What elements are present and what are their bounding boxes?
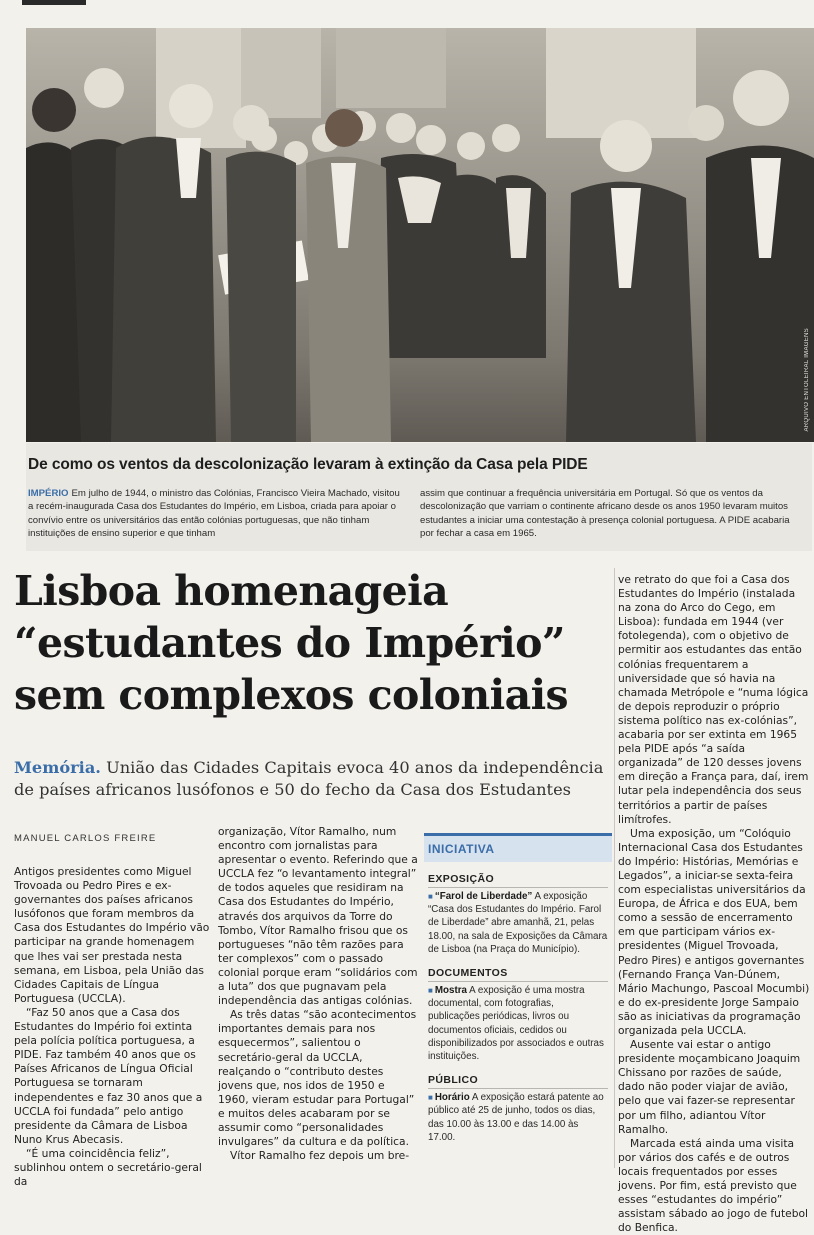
caption-title: De como os ventos da descolonização levaram à extinção da Casa pela PIDE [28, 456, 588, 473]
paragraph: Antigos presidentes como Miguel Trovoada ou Pedro Pires e ex-governantes dos países africanos lusófonos que foram membros da Casa dos Estudantes do Império vão participar na grande homenagem que lhes vai ser prestada nesta semana, em Lisboa, pela União das Cidades Capitais de Língua Portuguesa (UCCLA). [14, 865, 210, 1005]
paragraph: “Faz 50 anos que a Casa dos Estudantes do Império foi extinta pela polícia política portuguesa, a PIDE. Faz também 40 anos que os Países Africanos de Língua Oficial Portuguesa se tornaram independentes e faz 30 anos que a UCCLA foi fundada” pelo antigo presidente da Câmara de Lisboa Nuno Krus Abecasis. [14, 1005, 203, 1146]
caption-column-2: assim que continuar a frequência universitária em Portugal. Só que os ventos da descolonização que varriam o continente africano desde os anos 1950 levaram muitos estudantes a iniciar uma contestação à presença colonial portuguesa. A PIDE acabaria por fechar a casa em 1965. [420, 488, 790, 540]
iniciativa-sidebar [424, 833, 612, 1165]
headline [14, 565, 614, 721]
historical-photo [26, 28, 814, 442]
standfirst [14, 757, 614, 801]
section-text: A exposição estará patente ao público até 25 de junho, todos os dias, das 10.00 às 13.00 e das 14.00 às 17.00. [428, 1092, 604, 1143]
iniciativa-section-documentos [424, 967, 612, 1063]
section-marker-bar [22, 0, 86, 5]
article-column-4 [618, 573, 810, 1235]
paragraph: As três datas “são acontecimentos importantes demais para nos esquecermos”, salientou o secretário-geral da UCCLA, realçando o “contributo destes jovens que, nos idos de 1950 e 1960, vieram estudar para Portugal” e muitos deles acabaram por se assumir como “personalidades invulgares” da cultura e da política. [218, 1008, 417, 1149]
paragraph: “É uma coincidência feliz”, sublinhou ontem o secretário-geral da [14, 1146, 202, 1189]
standfirst-text: União das Cidades Capitais evoca 40 anos da independência de países africanos lusófonos e 50 do fecho da Casa dos Estudantes [14, 758, 604, 799]
section-lead: Horário [434, 1092, 470, 1104]
photo-credit: ARQUIVO ENTOLEIRAL IMAGENS [804, 328, 810, 432]
section-heading: DOCUMENTOS [428, 967, 608, 982]
paragraph: ve retrato do que foi a Casa dos Estudantes do Império (instalada na zona do Arco do Cego, em Lisboa): fundada em 1944 (ver fotolegenda), com o objetivo de permitir aos estudantes das então colónias frequentarem a universidade que só havia na chamada Metrópole e “numa lógica de depois reproduzir o próprio sistema político nas ex-colónias”, acabaria por ser extinta em 1965 pela PIDE após “a saída organizada” de 120 desses jovens em direção a França para, daí, irem lutar pela independência dos seus territórios a partir de países limítrofes. [618, 573, 809, 826]
section-text: A exposição “Casa dos Estudantes do Império. Farol de Liberdade” abre amanhã, 21, pelas 18.00, na sala de Exposições da Câmara de Lisboa (na Praça do Município). [428, 891, 608, 955]
section-text: A exposição é uma mostra documental, com fotografias, publicações periódicas, livros ou documentos oficiais, cedidos ou disponibilizados por associados e outras instituições. [428, 985, 604, 1063]
section-heading: EXPOSIÇÃO [428, 873, 608, 888]
iniciativa-section-exposicao [424, 873, 612, 956]
headline-line-3: sem complexos coloniais [14, 671, 569, 719]
square-bullet-icon: ■ [428, 1093, 433, 1103]
headline-line-2: “estudantes do Império” [14, 619, 565, 667]
paragraph: Uma exposição, um “Colóquio Internacional Casa dos Estudantes do Império: Histórias, Memórias e Legados”, a iniciar-se sexta-feira com especialistas universitários da Europa, de África e dos EUA, bem como a sessão de encerramento em que participam vários ex-presidentes (Miguel Trovoada, Pedro Pires) e antigos governantes (Fernando França Van-Dúnem, Mário Machungo, Pascoal Mocumbi) e do ex-presidente Jorge Sampaio são as iniciativas da programação organizada pela UCCLA. [618, 826, 810, 1037]
caption-text-1: Em julho de 1944, o ministro das Colónias, Francisco Vieira Machado, visitou a recém-inaugurada Casa dos Estudantes do Império, em Lisboa, criada para apoiar o convívio entre os universitários das então colónias portuguesas, que não tinham instituições de ensino superior e que tinham [28, 488, 400, 540]
section-body [428, 1091, 608, 1144]
iniciativa-section-publico [424, 1074, 612, 1144]
section-lead: Mostra [434, 985, 467, 997]
square-bullet-icon: ■ [428, 892, 433, 901]
article-column-2 [218, 825, 418, 1163]
paragraph: Marcada está ainda uma visita por vários dos cafés e de outros locais frequentados por esses jovens. Por fim, está previsto que esses “estudantes do império” assistam sábado ao jogo de futebol do Benfica. [618, 1136, 809, 1235]
section-heading: PÚBLICO [428, 1074, 608, 1089]
square-bullet-icon: ■ [428, 986, 433, 996]
section-lead: “Farol de Liberdade” [434, 891, 533, 902]
paragraph: Ausente vai estar o antigo presidente moçambicano Joaquim Chissano por razões de saúde, dado não poder viajar de avião, pelo que vai fazer-se representar por um filho, adiantou Vítor Ramalho. [618, 1038, 801, 1136]
section-body [428, 984, 608, 1063]
section-body [428, 890, 608, 956]
column-divider [614, 568, 615, 1168]
byline: MANUEL CARLOS FREIRE [14, 833, 157, 844]
standfirst-kicker: Memória. [14, 758, 101, 777]
photo-caption-box [26, 443, 812, 551]
paragraph: Vítor Ramalho fez depois um bre- [230, 1149, 410, 1163]
caption-tag: IMPÉRIO [28, 488, 69, 499]
photo-illustration [26, 28, 814, 442]
headline-line-1: Lisboa homenageia [14, 567, 449, 615]
iniciativa-title: INICIATIVA [424, 836, 612, 862]
paragraph: organização, Vítor Ramalho, num encontro com jornalistas para apresentar o evento. Referindo que a UCCLA fez “o levantamento integral” de todos aqueles que residiram na Casa dos Estudantes do Império, através dos arquivos da Torre do Tombo, Vítor Ramalho frisou que os portugueses “não têm razões para ter complexos” com o passado colonial porque eram “solidários com a luta” dos que pugnavam pela independência das antigas colónias. [218, 825, 418, 1008]
article-column-1 [14, 865, 212, 1189]
caption-column-1 [28, 487, 406, 541]
